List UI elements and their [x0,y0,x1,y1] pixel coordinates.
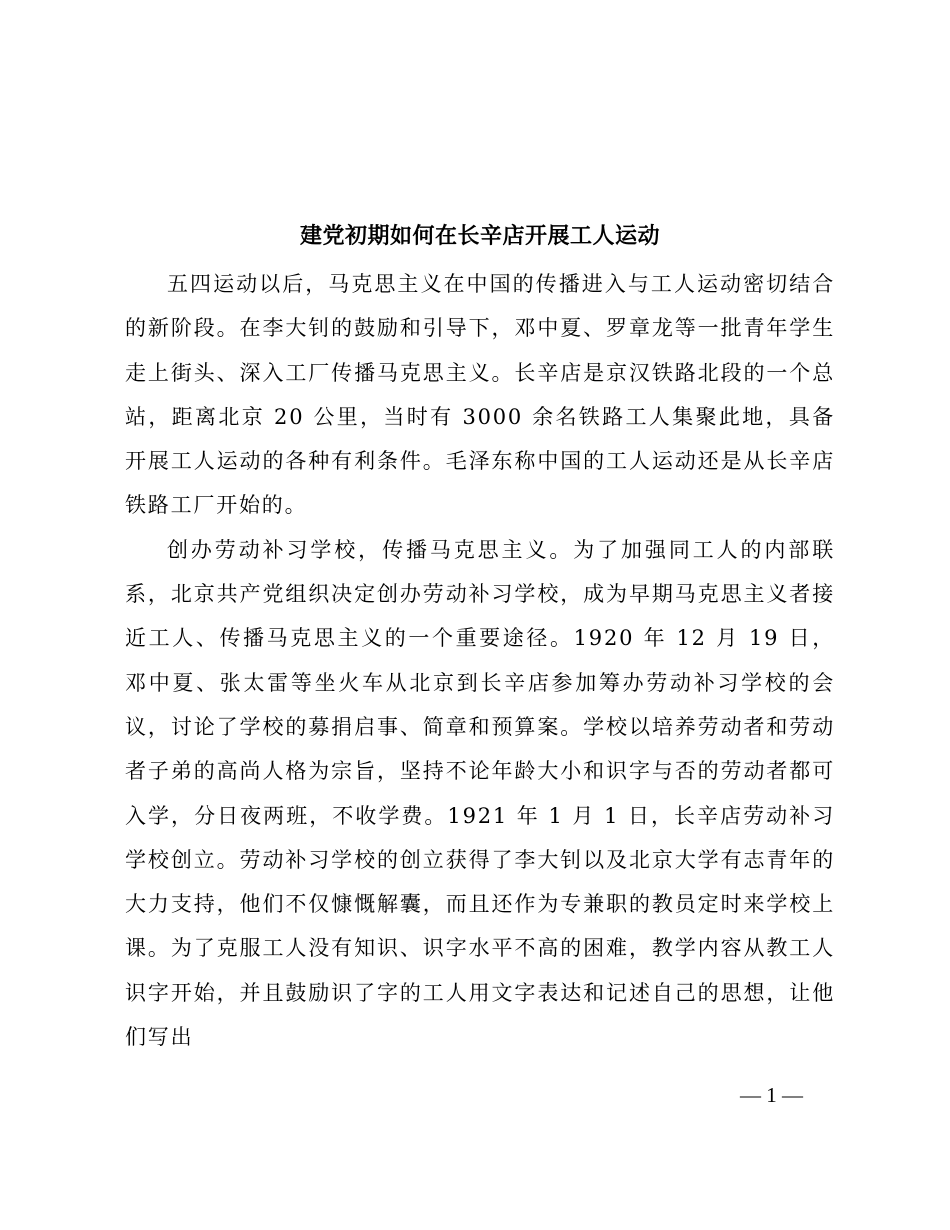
document-title: 建党初期如何在长辛店开展工人运动 [299,223,660,249]
paragraph-1: 五四运动以后，马克思主义在中国的传播进入与工人运动密切结合的新阶段。在李大钊的鼓励和引导下，邓中夏、罗章龙等一批青年学生走上街头、深入工厂传播马克思主义。长辛店是京汉铁路北段的一个总站，距离北京 20 公里，当时有 3000 余名铁路工人集聚此地，具备开展工人运动的各种有利条件。毛泽东称中国的工人运动还是从长辛店铁路工厂开始的。 [125,272,835,518]
document-body [125,262,835,1059]
page-number: — 1 — [740,1083,803,1107]
paragraph-2: 创办劳动补习学校，传播马克思主义。为了加强同工人的内部联系，北京共产党组织决定创办劳动补习学校，成为早期马克思主义者接近工人、传播马克思主义的一个重要途径。1920 年 12 月 19 日，邓中夏、张太雷等坐火车从北京到长辛店参加筹办劳动补习学校的会议，讨论了学校的募捐启事、简章和预算案。学校以培养劳动者和劳动者子弟的高尚人格为宗旨，坚持不论年龄大小和识字与否的劳动者都可入学，分日夜两班，不收学费。1921 年 1 月 1 日，长辛店劳动补习学校创立。劳动补习学校的创立获得了李大钊以及北京大学有志青年的大力支持，他们不仅慷慨解囊，而且还作为专兼职的教员定时来学校上课。为了克服工人没有知识、识字水平不高的困难，教学内容从教工人识字开始，并且鼓励识了字的工人用文字表达和记述自己的思想，让他们写出 [125,537,835,1050]
